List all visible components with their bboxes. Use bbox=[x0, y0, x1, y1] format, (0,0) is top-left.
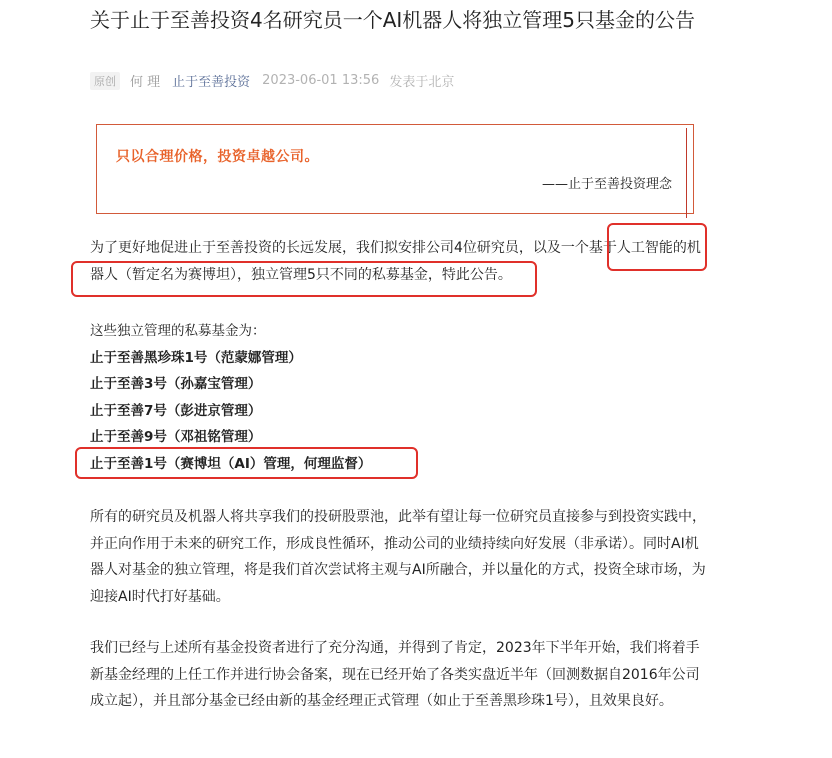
body-paragraph-3: 我们已经与上述所有基金投资者进行了充分沟通，并得到了肯定，2023年下半年开始，我们将着手新基金经理的上任工作并进行协会备案，现在已经开始了各类实盘近半年（回测数据自2016年公司成立起），并且部分基金已经由新的基金经理正式管理（如止于至善黑珍珠1号），且效果良好。 bbox=[90, 640, 700, 709]
highlight-annotation-ai-fund bbox=[75, 447, 418, 479]
original-tag: 原创 bbox=[90, 72, 120, 90]
highlight-annotation-ai-robot bbox=[71, 261, 537, 297]
fund-item: 止于至善9号（邓祖铭管理） bbox=[90, 429, 262, 445]
fund-item: 止于至善黑珍珠1号（范蒙娜管理） bbox=[90, 349, 302, 366]
intro-paragraph: 为了更好地促进止于至善投资的长远发展，我们拟安排公司4位研究员，以及一个基于人工智能的机器人（暂定名为赛博坦），独立管理5只不同的私募基金，特此公告。 bbox=[90, 240, 701, 283]
fund-item: 止于至善3号（孙嘉宝管理） bbox=[90, 376, 262, 392]
account-link[interactable]: 止于至善投资 bbox=[172, 75, 251, 90]
article-title: 关于止于至善投资4名研究员一个AI机器人将独立管理5只基金的公告 bbox=[90, 8, 696, 32]
publish-location: 发表于北京 bbox=[389, 75, 455, 90]
body-paragraph-2: 所有的研究员及机器人将共享我们的投研股票池，此举有望让每一位研究员直接参与到投资实践中，并正向作用于未来的研究工作，形成良性循环，推动公司的业绩持续向好发展（非承诺）。同时AI机器人对基金的独立管理，将是我们首次尝试将主观与AI所融合，并以量化的方式，投资全球市场，为迎接AI时代打好基础。 bbox=[90, 509, 706, 605]
fund-list-heading: 这些独立管理的私募基金为： bbox=[90, 323, 266, 339]
quote-decoration-line bbox=[686, 128, 687, 218]
highlight-annotation-ai-start bbox=[607, 223, 707, 271]
fund-item: 止于至善7号（彭进京管理） bbox=[90, 402, 262, 419]
article-meta bbox=[90, 71, 454, 90]
publish-time: 2023-06-01 13:56 bbox=[262, 73, 380, 88]
author-name[interactable]: 何 理 bbox=[130, 75, 161, 90]
quote-text: 只以合理价格，投资卓越公司。 bbox=[116, 149, 319, 165]
quote-signature: ——止于至善投资理念 bbox=[541, 177, 672, 192]
quote-box bbox=[96, 124, 694, 214]
fund-item: 止于至善1号（赛博坦（AI）管理，何理监督） bbox=[90, 455, 372, 472]
